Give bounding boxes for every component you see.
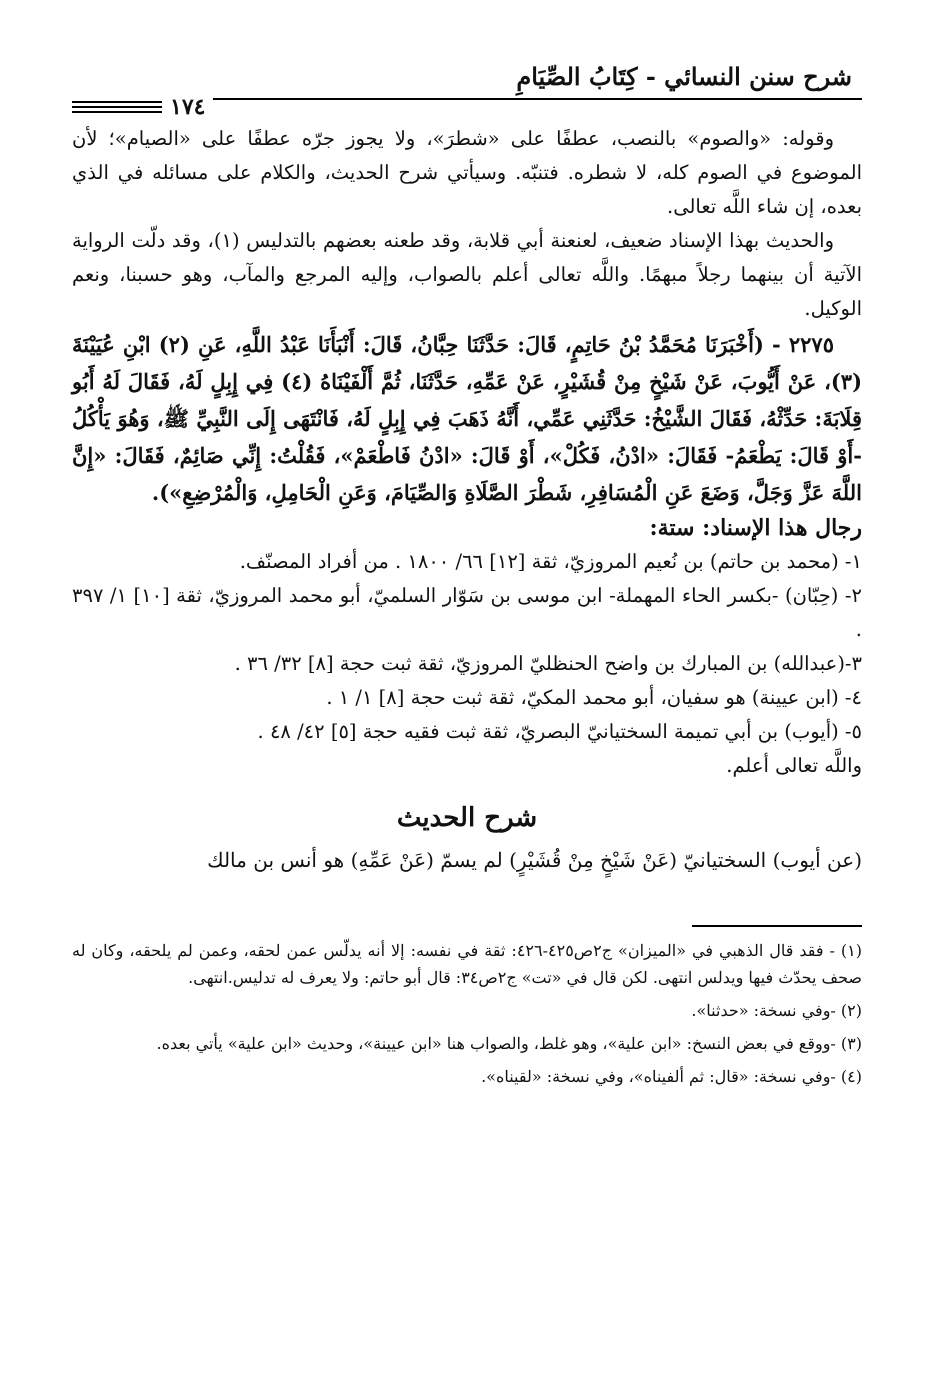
page-header <box>72 44 862 120</box>
sharh-intro: (عن أيوب) السختيانيّ (عَنْ شَيْخٍ مِنْ قُشَيْرٍ) لم يسمّ (عَنْ عَمِّهِ) هو أنس بن مالك <box>207 848 862 872</box>
closing-phrase: واللَّه تعالى أعلم. <box>726 754 862 777</box>
running-title: شرح سنن النسائي - كِتَابُ الصِّيَامِ <box>516 62 852 91</box>
narrator-item: ١- (محمد بن حاتم) بن نُعيم المروزيّ، ثقة [١٢] ٦٦/ ١٨٠٠ . من أفراد المصنّف. <box>239 550 862 573</box>
narrator-item: ٢- (حِبّان) -بكسر الحاء المهملة- ابن موسى بن سَوّار السلميّ، أبو محمد المروزيّ، ثقة [١٠] ١/ ٣٩٧ . <box>72 584 862 641</box>
footnote-separator <box>692 925 862 927</box>
double-rule-ornament <box>72 101 162 113</box>
footnotes <box>72 937 862 1090</box>
page-number-block <box>72 94 213 120</box>
footnote-item: (٢) -وفي نسخة: «حدثنا». <box>691 1001 862 1020</box>
page-number: ١٧٤ <box>170 94 206 120</box>
footnote-item: (٤) -وفي نسخة: «قال: ثم ألفيناه»، وفي نسخة: «لقيناه». <box>481 1067 862 1086</box>
book-page <box>72 44 862 1096</box>
paragraph-grammar-note: وقوله: «والصوم» بالنصب، عطفًا على «شطرَ»، ولا يجوز جرّه عطفًا على «الصيام»؛ لأن الموضوع في الصوم كله، لا شطره. فتنبّه. وسيأتي شرح الحديث، والكلام على مسائله في الذي بعده، إن شاء اللَّه تعالى. <box>72 127 862 218</box>
hadith-text: ٢٢٧٥ - (أَخْبَرَنَا مُحَمَّدُ بْنُ حَاتِمٍ، قَالَ: حَدَّثَنَا حِبَّانُ، قَالَ: أَنْبَأَنَا عَبْدُ اللَّهِ، عَنِ (٢) ابْنِ عُيَيْنَةَ (٣)، عَنْ أَيُّوبَ، عَنْ شَيْخٍ مِنْ قُشَيْرٍ، عَنْ عَمِّهِ، حَدَّثَنَا، ثُمَّ أَلْفَيْنَاهُ (٤) فِي إِبِلٍ لَهُ، فَقَالَ لَهُ أَبُو قِلَابَةَ: حَدِّثْهُ، فَقَالَ الشَّيْخُ: حَدَّثَنِي عَمِّي، أَنَّهُ ذَهَبَ فِي إِبِلٍ لَهُ، فَانْتَهَى إِلَى النَّبِيِّ ﷺ، وَهُوَ يَأْكُلُ -أَوْ قَالَ: يَطْعَمُ- فَقَالَ: «ادْنُ، فَكُلْ»، أَوْ قَالَ: «ادْنُ فَاطْعَمْ»، فَقُلْتُ: إِنِّي صَائِمٌ، فَقَالَ: «إِنَّ اللَّهَ عَزَّ وَجَلَّ، وَضَعَ عَنِ الْمُسَافِرِ، شَطْرَ الصَّلَاةِ وَالصِّيَامَ، وَعَنِ الْحَامِلِ، وَالْمُرْضِعِ»). <box>72 332 862 505</box>
paragraph-isnad-weakness: والحديث بهذا الإسناد ضعيف، لعنعنة أبي قلابة، وقد طعنه بعضهم بالتدليس (١)، وقد دلّت الرواية الآتية أن بينهما رجلاً مبهمًا. واللَّه تعالى أعلم بالصواب، وإليه المرجع والمآب، وهو حسبنا، ونعم الوكيل. <box>72 229 862 320</box>
rijal-heading: رجال هذا الإسناد: ستة: <box>649 515 862 541</box>
footnote-item: (٣) -ووقع في بعض النسخ: «ابن علية»، وهو غلط، والصواب هنا «ابن عيينة»، وحديث «ابن علية» يأتي بعده. <box>156 1034 862 1053</box>
main-text <box>72 122 862 877</box>
footnote-item: (١) - فقد قال الذهبي في «الميزان» ج٢ص٤٢٥-٤٢٦: ثقة في نفسه: إلا أنه يدلّس عمن لحقه، وعمن لم يلحقه، وكان له صحف يحدّث فيها ويدلس انتهى. لكن قال في «تت» ج٢ص٣٤: قال أبو حاتم: ولا يعرف له تدليس.انتهى. <box>72 941 863 987</box>
narrator-item: ٤- (ابن عيينة) هو سفيان، أبو محمد المكيّ، ثقة ثبت حجة [٨] ١/ ١ . <box>326 686 862 709</box>
narrator-item: ٥- (أيوب) بن أبي تميمة السختيانيّ البصريّ، ثقة ثبت فقيه حجة [٥] ٤٢/ ٤٨ . <box>257 720 862 743</box>
sharh-heading: شرح الحديث <box>396 803 538 833</box>
narrator-item: ٣-(عبدالله) بن المبارك بن واضح الحنظليّ المروزيّ، ثقة ثبت حجة [٨] ٣٢/ ٣٦ . <box>234 652 862 675</box>
